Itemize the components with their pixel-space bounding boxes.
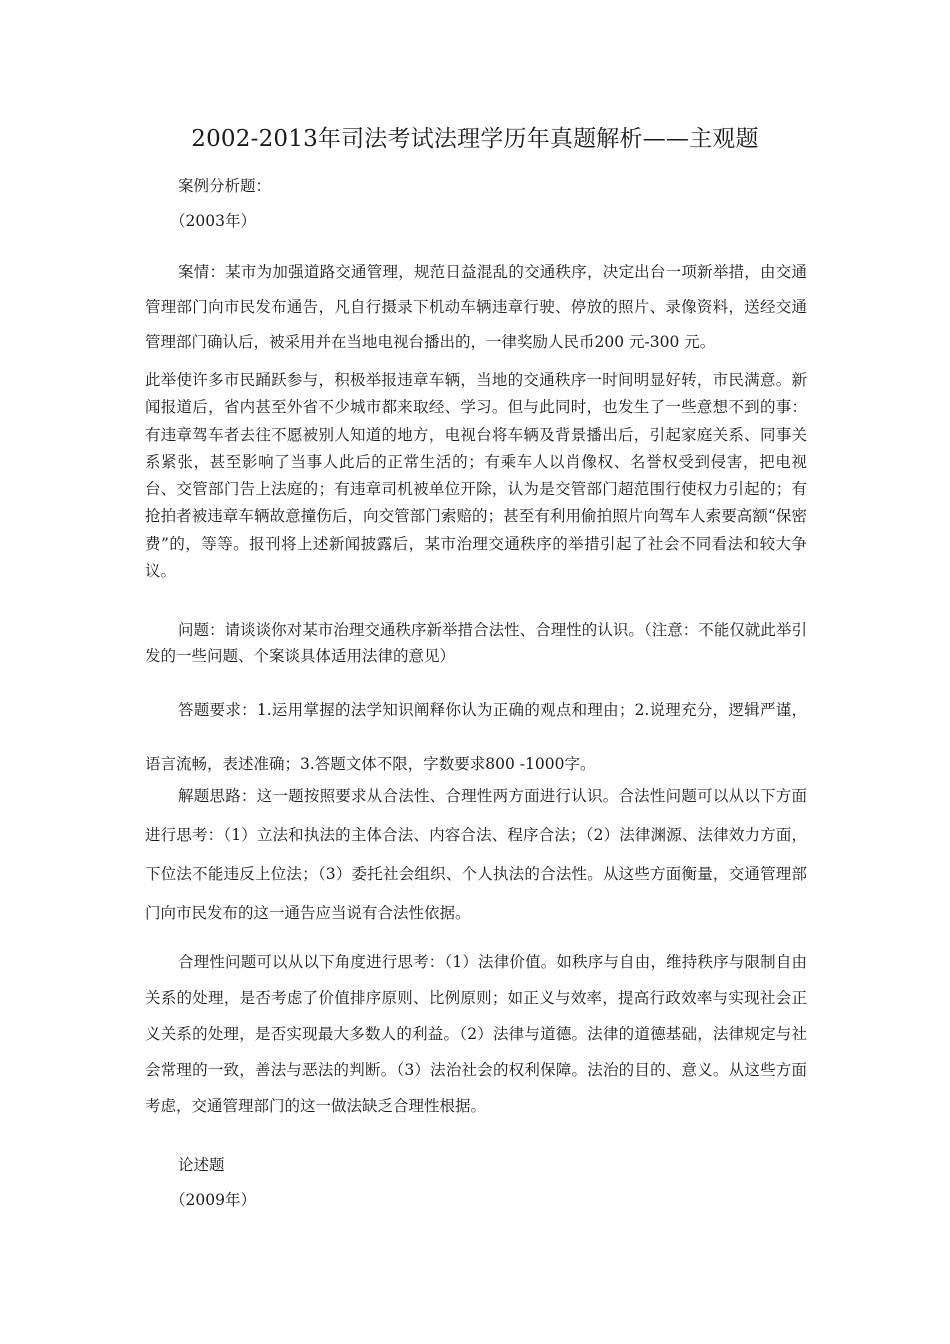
approach-paragraph-2: 合理性问题可以从以下角度进行思考：（1）法律价值。如秩序与自由，维持秩序与限制自由关系的处理，是否考虑了价值排序原则、比例原则；如正义与效率，提高行政效率与实现社会正义关系的处理，是否实现最大多数人的利益。（2）法律与道德。法律的道德基础，法律规定与社会常理的一致，善法与恶法的判断。（3）法治社会的权利保障。法治的目的、意义。从这些方面考虑，交通管理部门的这一做法缺乏合理性根据。 <box>145 953 807 1115</box>
page-title: 2002-2013年司法考试法理学历年真题解析——主观题 <box>191 126 759 152</box>
case-paragraph-1: 案情：某市为加强道路交通管理，规范日益混乱的交通秩序，决定出台一项新举措，由交通管理部门向市民发布通告，凡自行摄录下机动车辆违章行驶、停放的照片、录像资料，送经交通管理部门确认后，被采用并在当地电视台播出的，一律奖励人民币200 元-300 元。 <box>145 263 807 351</box>
year-label-2003: （2003年） <box>170 212 256 230</box>
section-heading-essay: 论述题 <box>178 1156 225 1174</box>
year-label-2009: （2009年） <box>170 1191 256 1209</box>
requirements-paragraph: 答题要求：1.运用掌握的法学知识阐释你认为正确的观点和理由；2.说理充分，逻辑严谨，语言流畅，表述准确；3.答题文体不限，字数要求800 -1000字。 <box>145 701 807 773</box>
section-heading-case-analysis: 案例分析题： <box>178 177 272 195</box>
approach-paragraph-1: 解题思路：这一题按照要求从合法性、合理性两方面进行认识。合法性问题可以从以下方面进行思考：（1）立法和执法的主体合法、内容合法、程序合法；（2）法律渊源、法律效力方面，下位法不能违反上位法；（3）委托社会组织、个人执法的合法性。从这些方面衡量，交通管理部门向市民发布的这一通告应当说有合法性依据。 <box>145 787 807 922</box>
case-paragraph-2: 此举使许多市民踊跃参与，积极举报违章车辆，当地的交通秩序一时间明显好转，市民满意。新闻报道后，省内甚至外省不少城市都来取经、学习。但与此同时，也发生了一些意想不到的事：有违章驾车者去往不愿被别人知道的地方，电视台将车辆及背景播出后，引起家庭关系、同事关系紧张，甚至影响了当事人此后的正常生活的；有乘车人以肖像权、名誉权受到侵害，把电视台、交管部门告上法庭的；有违章司机被单位开除，认为是交管部门超范围行使权力引起的；有抢拍者被违章车辆故意撞伤后，向交管部门索赔的；甚至有利用偷拍照片向驾车人索要高额“保密费”的，等等。报刊将上述新闻披露后，某市治理交通秩序的举措引起了社会不同看法和较大争议。 <box>145 371 807 581</box>
question-paragraph: 问题：请谈谈你对某市治理交通秩序新举措合法性、合理性的认识。（注意：不能仅就此举引发的一些问题、个案谈具体适用法律的意见） <box>145 621 807 665</box>
